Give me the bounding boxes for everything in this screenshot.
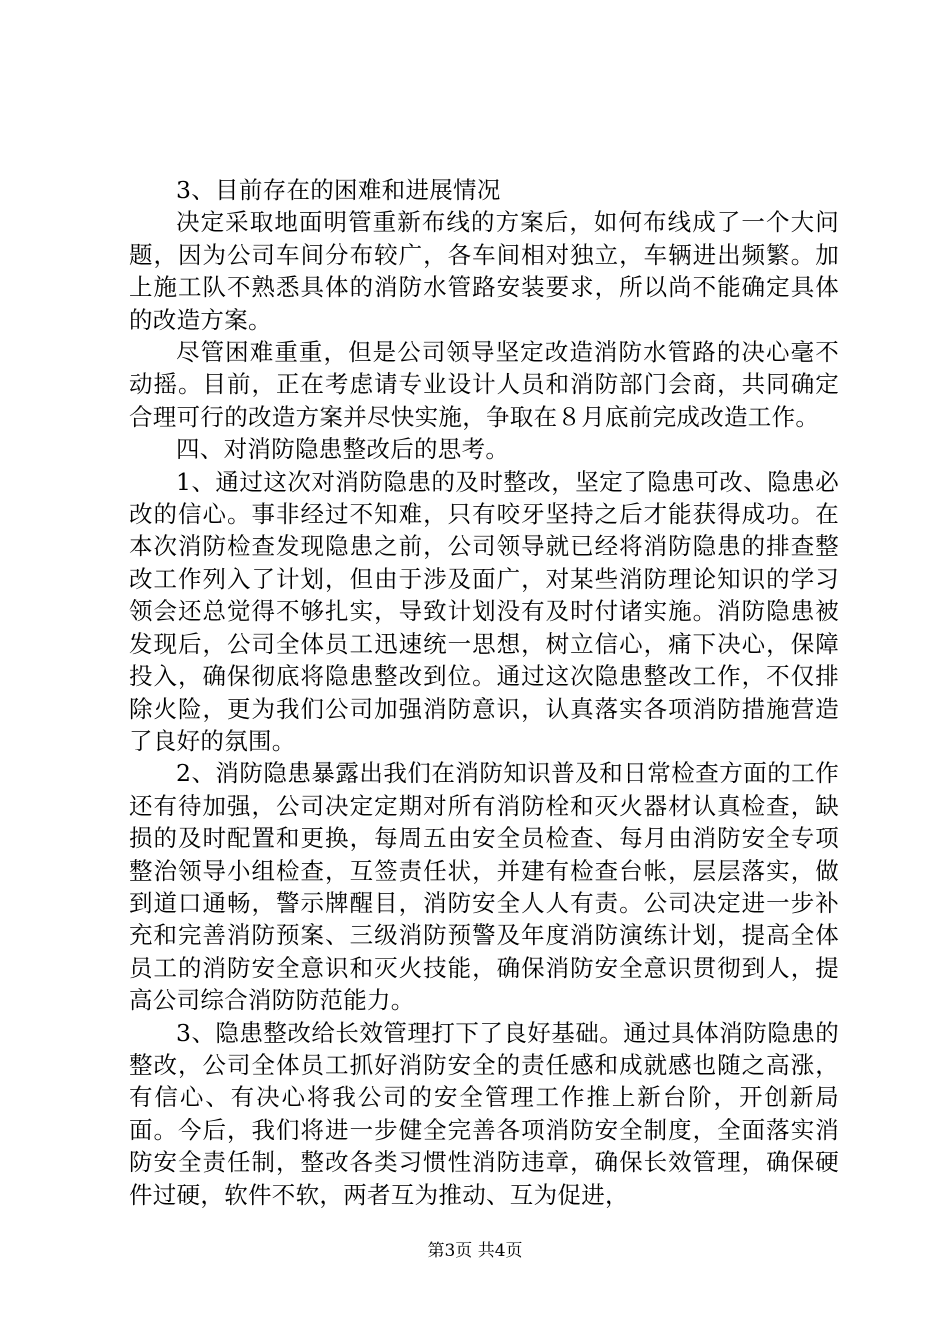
paragraph-leadership-determination: 尽管困难重重，但是公司领导坚定改造消防水管路的决心毫不动摇。目前，正在考虑请专业设计人员和消防部门会商，共同确定合理可行的改造方案并尽快实施，争取在８月底前完成改造工作。 [129, 338, 839, 431]
page-number-label: 第3页 共4页 [427, 1241, 523, 1261]
section-heading-reflection: 四、对消防隐患整改后的思考。 [176, 435, 510, 464]
section-heading-difficulties: 3、目前存在的困难和进展情况 [176, 176, 501, 204]
paragraph-reflection-2: 2、消防隐患暴露出我们在消防知识普及和日常检查方面的工作还有待加强，公司决定定期对所有消防栓和灭火器材认真检查，缺损的及时配置和更换，每周五由安全员检查、每月由消防安全专项整治领导小组检查，互签责任状，并建有检查台帐，层层落实，做到道口通畅，警示牌醒目，消防安全人人有责。公司决定进一步补充和完善消防预案、三级消防预警及年度消防演练计划，提高全体员工的消防安全意识和灭火技能，确保消防安全意识贯彻到人，提高公司综合消防防范能力。 [129, 759, 839, 1015]
paragraph-reflection-3: 3、隐患整改给长效管理打下了良好基础。通过具体消防隐患的整改，公司全体员工抓好消防安全的责任感和成就感也随之高涨，有信心、有决心将我公司的安全管理工作推上新台阶，开创新局面。今后，我们将进一步健全完善各项消防安全制度，全面落实消防安全责任制，整改各类习惯性消防违章，确保长效管理，确保硬件过硬，软件不软，两者互为推动、互为促进， [129, 1018, 839, 1209]
document-body [129, 174, 839, 1211]
page-footer [0, 1241, 950, 1261]
paragraph-wiring-plan: 决定采取地面明管重新布线的方案后，如何布线成了一个大问题，因为公司车间分布较广，各车间相对独立，车辆进出频繁。加上施工队不熟悉具体的消防水管路安装要求，所以尚不能确定具体的改造方案。 [129, 208, 839, 334]
paragraph-reflection-1: 1、通过这次对消防隐患的及时整改，坚定了隐患可改、隐患必改的信心。事非经过不知难，只有咬牙坚持之后才能获得成功。在本次消防检查发现隐患之前，公司领导就已经将消防隐患的排查整改工作列入了计划，但由于涉及面广，对某些消防理论知识的学习领会还总觉得不够扎实，导致计划没有及时付诸实施。消防隐患被发现后，公司全体员工迅速统一思想，树立信心，痛下决心，保障投入，确保彻底将隐患整改到位。通过这次隐患整改工作，不仅排除火险，更为我们公司加强消防意识，认真落实各项消防措施营造了良好的氛围。 [129, 467, 839, 755]
